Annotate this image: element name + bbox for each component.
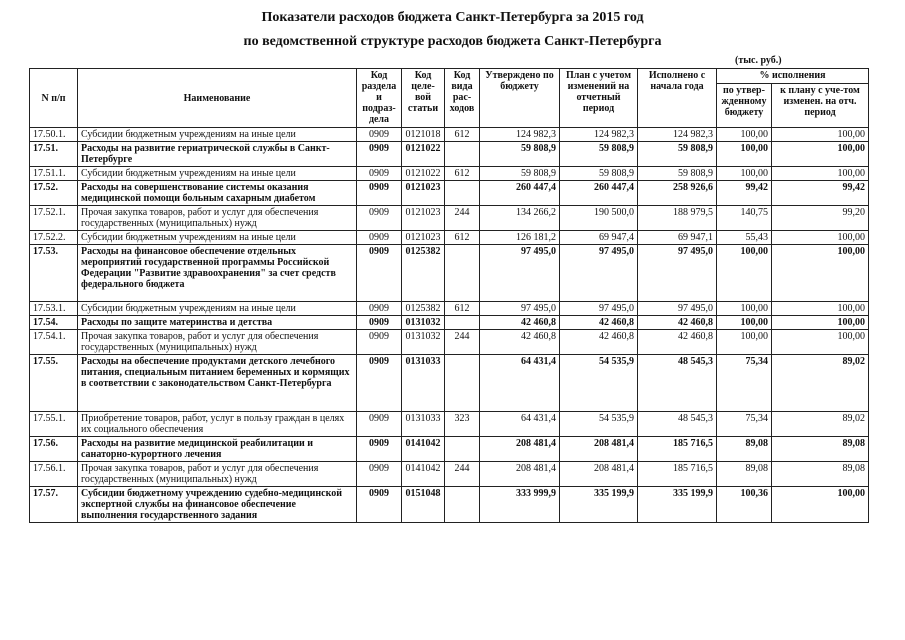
table-row: [30, 412, 869, 437]
row-target-code: 0121022: [402, 142, 445, 167]
table-row: [30, 128, 869, 142]
row-name: Субсидии бюджетному учреждению судебно-медицинской экспертной службы на финансовое обеспечение выполнения государственного задания: [78, 487, 357, 523]
row-plan: 97 495,0: [560, 302, 638, 316]
row-approved: 59 808,9: [480, 167, 560, 181]
row-section-code: 0909: [357, 206, 402, 231]
row-section-code: 0909: [357, 487, 402, 523]
row-target-code: 0121018: [402, 128, 445, 142]
row-section-code: 0909: [357, 412, 402, 437]
row-type-code: [445, 181, 480, 206]
row-approved: 64 431,4: [480, 355, 560, 412]
row-plan: 59 808,9: [560, 167, 638, 181]
row-pct-plan: 100,00: [772, 142, 869, 167]
row-name: Субсидии бюджетным учреждениям на иные цели: [78, 167, 357, 181]
row-plan: 59 808,9: [560, 142, 638, 167]
row-number: 17.54.: [30, 316, 78, 330]
row-approved: 42 460,8: [480, 316, 560, 330]
table-row: [30, 316, 869, 330]
row-target-code: 0121023: [402, 181, 445, 206]
row-section-code: 0909: [357, 142, 402, 167]
row-executed: 48 545,3: [638, 412, 717, 437]
table-row: [30, 355, 869, 412]
table-body: [30, 128, 869, 523]
row-executed: 185 716,5: [638, 462, 717, 487]
row-target-code: 0131032: [402, 330, 445, 355]
row-executed: 42 460,8: [638, 330, 717, 355]
row-plan: 208 481,4: [560, 462, 638, 487]
row-executed: 97 495,0: [638, 302, 717, 316]
row-plan: 54 535,9: [560, 355, 638, 412]
header-executed: Исполнено с начала года: [638, 69, 717, 128]
table-row: [30, 330, 869, 355]
row-name: Субсидии бюджетным учреждениям на иные цели: [78, 302, 357, 316]
row-target-code: 0151048: [402, 487, 445, 523]
row-pct-plan: 100,00: [772, 487, 869, 523]
row-type-code: 612: [445, 302, 480, 316]
row-approved: 42 460,8: [480, 330, 560, 355]
row-plan: 260 447,4: [560, 181, 638, 206]
row-pct-plan: 100,00: [772, 302, 869, 316]
row-pct-budget: 89,08: [717, 462, 772, 487]
header-name: Наименование: [78, 69, 357, 128]
row-pct-budget: 100,00: [717, 245, 772, 302]
row-pct-plan: 89,02: [772, 412, 869, 437]
row-approved: 134 266,2: [480, 206, 560, 231]
row-plan: 42 460,8: [560, 330, 638, 355]
row-section-code: 0909: [357, 167, 402, 181]
row-section-code: 0909: [357, 316, 402, 330]
row-type-code: 244: [445, 330, 480, 355]
row-section-code: 0909: [357, 437, 402, 462]
row-type-code: 612: [445, 231, 480, 245]
row-number: 17.53.1.: [30, 302, 78, 316]
header-pct-budget: по утвер-жденному бюджету: [717, 84, 772, 128]
row-executed: 48 545,3: [638, 355, 717, 412]
page-subtitle: по ведомственной структуре расходов бюджета Санкт-Петербурга: [243, 34, 662, 49]
row-pct-budget: 55,43: [717, 231, 772, 245]
header-num: N п/п: [30, 69, 78, 128]
row-name: Прочая закупка товаров, работ и услуг для обеспечения государственных (муниципальных) нужд: [78, 330, 357, 355]
row-pct-plan: 100,00: [772, 128, 869, 142]
row-pct-budget: 100,00: [717, 316, 772, 330]
row-number: 17.52.: [30, 181, 78, 206]
row-number: 17.56.: [30, 437, 78, 462]
row-type-code: [445, 487, 480, 523]
row-executed: 335 199,9: [638, 487, 717, 523]
row-pct-budget: 75,34: [717, 355, 772, 412]
row-target-code: 0125382: [402, 302, 445, 316]
row-executed: 185 716,5: [638, 437, 717, 462]
row-approved: 97 495,0: [480, 245, 560, 302]
row-target-code: 0121022: [402, 167, 445, 181]
row-pct-budget: 100,00: [717, 128, 772, 142]
page-title: Показатели расходов бюджета Санкт-Петербурга за 2015 год: [261, 10, 644, 25]
header-approved: Утверждено по бюджету: [480, 69, 560, 128]
header-percent-group: % исполнения: [717, 69, 869, 84]
row-number: 17.50.1.: [30, 128, 78, 142]
row-plan: 69 947,4: [560, 231, 638, 245]
row-plan: 190 500,0: [560, 206, 638, 231]
row-pct-budget: 140,75: [717, 206, 772, 231]
row-pct-plan: 89,02: [772, 355, 869, 412]
row-type-code: 244: [445, 462, 480, 487]
row-name: Субсидии бюджетным учреждениям на иные цели: [78, 231, 357, 245]
row-pct-budget: 75,34: [717, 412, 772, 437]
row-section-code: 0909: [357, 330, 402, 355]
row-plan: 208 481,4: [560, 437, 638, 462]
row-pct-plan: 100,00: [772, 167, 869, 181]
row-target-code: 0121023: [402, 206, 445, 231]
row-pct-plan: 99,20: [772, 206, 869, 231]
row-pct-budget: 99,42: [717, 181, 772, 206]
row-approved: 64 431,4: [480, 412, 560, 437]
row-name: Расходы на совершенствование системы оказания медицинской помощи больным сахарным диабетом: [78, 181, 357, 206]
row-name: Расходы на развитие медицинской реабилитации и санаторно-курортного лечения: [78, 437, 357, 462]
row-executed: 97 495,0: [638, 245, 717, 302]
table-row: [30, 231, 869, 245]
row-executed: 124 982,3: [638, 128, 717, 142]
header-pct-plan: к плану с уче-том изменен. на отч. период: [772, 84, 869, 128]
header-section-code: Код раздела и подраз-дела: [357, 69, 402, 128]
table-row: [30, 142, 869, 167]
header-target-code: Код целе-вой статьи: [402, 69, 445, 128]
row-type-code: [445, 437, 480, 462]
row-number: 17.55.1.: [30, 412, 78, 437]
row-target-code: 0121023: [402, 231, 445, 245]
row-approved: 208 481,4: [480, 462, 560, 487]
row-pct-budget: 100,00: [717, 330, 772, 355]
row-type-code: 612: [445, 128, 480, 142]
header-type-code: Код вида рас-ходов: [445, 69, 480, 128]
row-section-code: 0909: [357, 355, 402, 412]
row-approved: 97 495,0: [480, 302, 560, 316]
row-name: Расходы на обеспечение продуктами детского лечебного питания, специальным питанием беременных и кормящих в соответствии с законодательством Санкт-Петербурга: [78, 355, 357, 412]
row-plan: 54 535,9: [560, 412, 638, 437]
row-executed: 59 808,9: [638, 142, 717, 167]
row-name: Прочая закупка товаров, работ и услуг для обеспечения государственных (муниципальных) нужд: [78, 462, 357, 487]
table-row: [30, 206, 869, 231]
row-approved: 126 181,2: [480, 231, 560, 245]
unit-label: (тыс. руб.): [735, 55, 782, 66]
row-pct-budget: 100,00: [717, 302, 772, 316]
row-section-code: 0909: [357, 128, 402, 142]
row-approved: 59 808,9: [480, 142, 560, 167]
table-row: [30, 487, 869, 523]
table-row: [30, 437, 869, 462]
row-target-code: 0141042: [402, 437, 445, 462]
row-number: 17.57.: [30, 487, 78, 523]
row-type-code: 323: [445, 412, 480, 437]
row-target-code: 0131033: [402, 412, 445, 437]
row-number: 17.56.1.: [30, 462, 78, 487]
row-executed: 69 947,1: [638, 231, 717, 245]
row-executed: 59 808,9: [638, 167, 717, 181]
row-approved: 208 481,4: [480, 437, 560, 462]
row-section-code: 0909: [357, 245, 402, 302]
row-pct-plan: 100,00: [772, 231, 869, 245]
row-number: 17.55.: [30, 355, 78, 412]
row-pct-plan: 99,42: [772, 181, 869, 206]
row-target-code: 0131032: [402, 316, 445, 330]
row-pct-plan: 100,00: [772, 245, 869, 302]
budget-table: [29, 68, 869, 523]
row-pct-plan: 89,08: [772, 437, 869, 462]
row-plan: 42 460,8: [560, 316, 638, 330]
row-number: 17.52.1.: [30, 206, 78, 231]
row-executed: 258 926,6: [638, 181, 717, 206]
table-row: [30, 167, 869, 181]
row-executed: 42 460,8: [638, 316, 717, 330]
row-approved: 260 447,4: [480, 181, 560, 206]
row-plan: 97 495,0: [560, 245, 638, 302]
row-section-code: 0909: [357, 181, 402, 206]
row-section-code: 0909: [357, 302, 402, 316]
row-target-code: 0131033: [402, 355, 445, 412]
row-plan: 335 199,9: [560, 487, 638, 523]
row-pct-budget: 100,00: [717, 167, 772, 181]
row-approved: 124 982,3: [480, 128, 560, 142]
row-type-code: [445, 142, 480, 167]
row-name: Расходы на финансовое обеспечение отдельных мероприятий государственной программы Российской Федерации "Развитие здравоохранения" за счет средств федерального бюджета: [78, 245, 357, 302]
row-type-code: [445, 355, 480, 412]
row-name: Прочая закупка товаров, работ и услуг для обеспечения государственных (муниципальных) нужд: [78, 206, 357, 231]
row-type-code: [445, 316, 480, 330]
table-row: [30, 462, 869, 487]
row-number: 17.54.1.: [30, 330, 78, 355]
row-section-code: 0909: [357, 462, 402, 487]
row-pct-budget: 89,08: [717, 437, 772, 462]
row-executed: 188 979,5: [638, 206, 717, 231]
row-pct-plan: 100,00: [772, 330, 869, 355]
row-pct-plan: 100,00: [772, 316, 869, 330]
row-name: Расходы на развитие гериатрической службы в Санкт-Петербурге: [78, 142, 357, 167]
row-plan: 124 982,3: [560, 128, 638, 142]
row-pct-budget: 100,00: [717, 142, 772, 167]
row-pct-budget: 100,36: [717, 487, 772, 523]
row-target-code: 0141042: [402, 462, 445, 487]
row-name: Субсидии бюджетным учреждениям на иные цели: [78, 128, 357, 142]
row-pct-plan: 89,08: [772, 462, 869, 487]
header-plan: План с учетом изменений на отчетный период: [560, 69, 638, 128]
row-type-code: [445, 245, 480, 302]
row-type-code: 612: [445, 167, 480, 181]
row-number: 17.52.2.: [30, 231, 78, 245]
row-target-code: 0125382: [402, 245, 445, 302]
row-number: 17.53.: [30, 245, 78, 302]
row-number: 17.51.: [30, 142, 78, 167]
row-section-code: 0909: [357, 231, 402, 245]
row-number: 17.51.1.: [30, 167, 78, 181]
table-row: [30, 302, 869, 316]
table-row: [30, 181, 869, 206]
table-row: [30, 245, 869, 302]
row-name: Приобретение товаров, работ, услуг в пользу граждан в целях их социального обеспечения: [78, 412, 357, 437]
row-name: Расходы по защите материнства и детства: [78, 316, 357, 330]
row-approved: 333 999,9: [480, 487, 560, 523]
row-type-code: 244: [445, 206, 480, 231]
